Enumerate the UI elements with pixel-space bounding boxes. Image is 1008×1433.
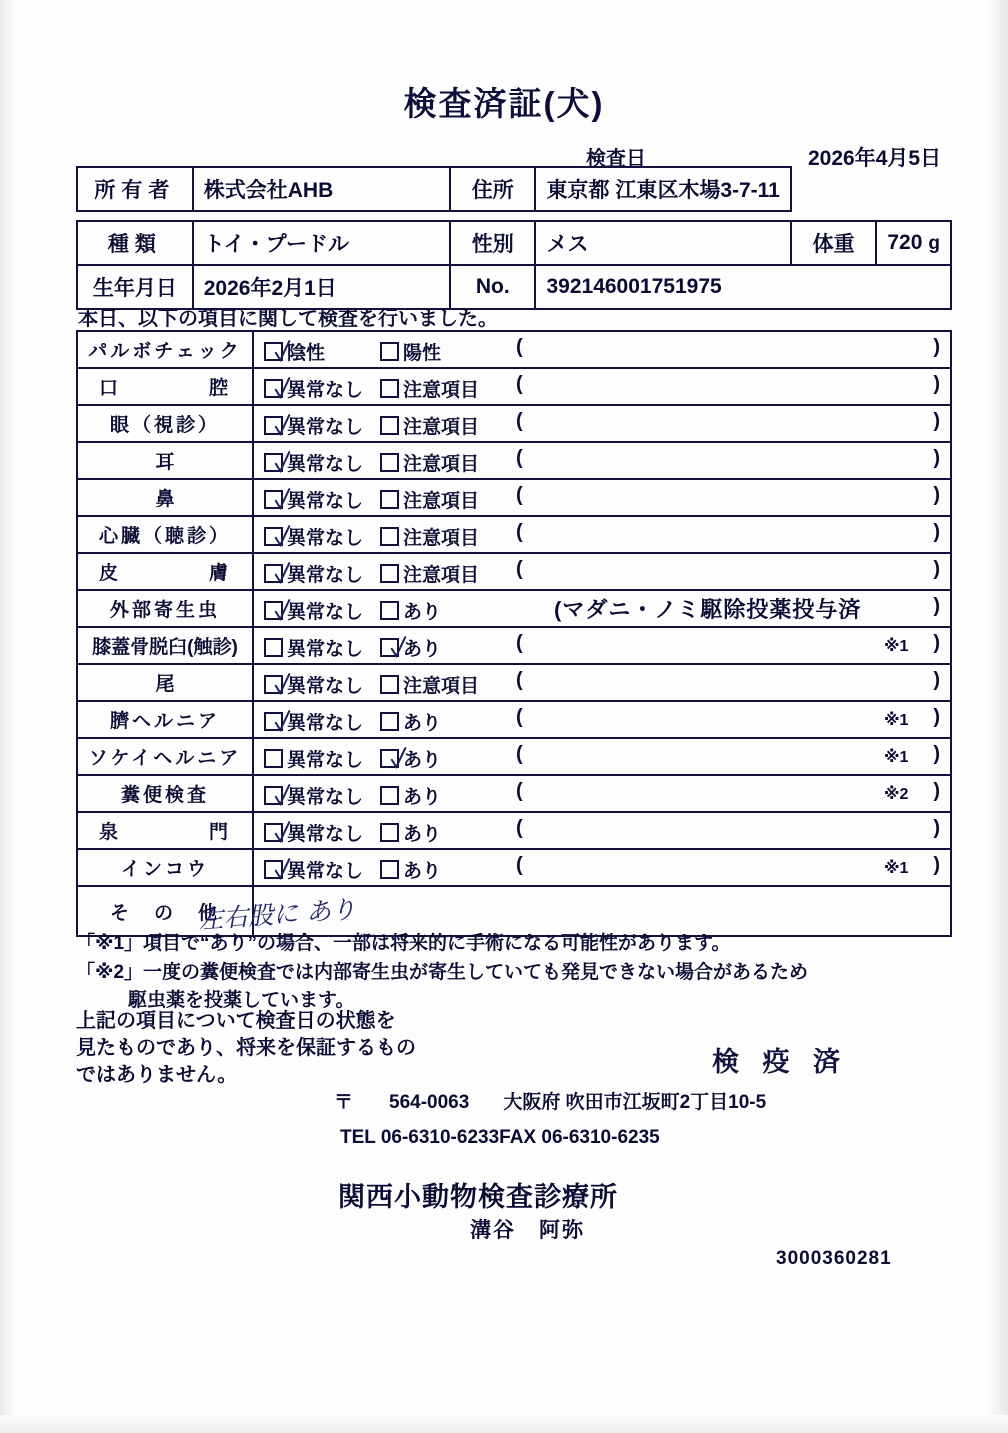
paren-close: ) bbox=[933, 373, 940, 395]
weight-value: 720 bbox=[887, 231, 923, 254]
statement-block bbox=[76, 1008, 416, 1089]
checkbox-box[interactable] bbox=[264, 490, 283, 509]
checkbox-option-b-label: あり bbox=[403, 824, 442, 845]
checkbox-option-a[interactable] bbox=[264, 523, 363, 550]
checkbox-option-a-label: 異常なし bbox=[287, 528, 364, 549]
checklist-row bbox=[77, 775, 951, 812]
paren-close: ) bbox=[933, 780, 940, 802]
checkbox-box[interactable] bbox=[380, 749, 399, 768]
scan-edge-right bbox=[986, 0, 1008, 1433]
checkbox-option-a[interactable] bbox=[264, 819, 363, 846]
paren-open: ( bbox=[516, 447, 523, 469]
no-label: No. bbox=[450, 265, 535, 309]
checkbox-option-b[interactable] bbox=[380, 782, 441, 809]
paren-open: ( bbox=[516, 484, 523, 506]
checkbox-option-b[interactable] bbox=[380, 375, 479, 402]
paren-open: ( bbox=[516, 373, 523, 395]
checkbox-option-a-label: 異常なし bbox=[287, 750, 364, 771]
address-label: 住所 bbox=[450, 167, 535, 211]
checklist-item-label: 鼻 bbox=[77, 479, 253, 516]
checklist-item-label: パルボチェック bbox=[77, 331, 253, 368]
checkbox-box[interactable] bbox=[380, 416, 399, 435]
checklist-row bbox=[77, 664, 951, 701]
checklist-item-label: 尾 bbox=[77, 664, 253, 701]
paren-close: ) bbox=[933, 558, 940, 580]
clinic-name: 関西小動物検査診療所 bbox=[338, 1182, 618, 1212]
checklist-item-options bbox=[253, 849, 951, 886]
checklist-table bbox=[76, 330, 952, 937]
checkbox-box[interactable] bbox=[264, 675, 283, 694]
checklist-row bbox=[77, 812, 951, 849]
checklist-item-label: インコウ bbox=[77, 849, 253, 886]
checkbox-option-b-label: 注意項目 bbox=[403, 528, 480, 549]
checkbox-box[interactable] bbox=[264, 379, 283, 398]
checkbox-option-b[interactable] bbox=[380, 523, 479, 550]
checkbox-box[interactable] bbox=[264, 712, 283, 731]
checkbox-box[interactable] bbox=[380, 823, 399, 842]
checkbox-option-a[interactable] bbox=[264, 745, 363, 772]
clinic-address-text: 大阪府 吹田市江坂町2丁目10-5 bbox=[503, 1092, 767, 1113]
footnote-marker: ※1 bbox=[884, 638, 909, 655]
checkbox-option-b-label: 注意項目 bbox=[403, 491, 480, 512]
sex-label: 性別 bbox=[450, 221, 535, 265]
checkbox-option-b-label: あり bbox=[403, 787, 442, 808]
paren-close: ) bbox=[933, 595, 940, 617]
checkbox-option-b-label: あり bbox=[403, 639, 442, 660]
checklist-item-options bbox=[253, 405, 951, 442]
checkbox-option-b-label: あり bbox=[403, 602, 442, 623]
checklist-item-label: 皮 膚 bbox=[77, 553, 253, 590]
checkbox-option-a[interactable] bbox=[264, 671, 363, 698]
checklist-row bbox=[77, 590, 951, 627]
checklist-item-options bbox=[253, 590, 951, 627]
checkbox-option-a[interactable] bbox=[264, 338, 325, 365]
checkbox-box[interactable] bbox=[380, 601, 399, 620]
checklist-row bbox=[77, 405, 951, 442]
paren-close: ) bbox=[933, 521, 940, 543]
paren-open: ( bbox=[516, 336, 523, 358]
scan-edge-left bbox=[0, 0, 14, 1433]
paren-open: ( bbox=[516, 410, 523, 432]
other-handwriting: 左右股に あり bbox=[197, 894, 357, 935]
footnote-3: 駆虫薬を投薬しています。 bbox=[128, 990, 355, 1011]
checklist-item-options bbox=[253, 664, 951, 701]
statement-line-2: 見たものであり、将来を保証するもの bbox=[76, 1037, 416, 1059]
checkbox-box[interactable] bbox=[264, 638, 283, 657]
sex-value: メス bbox=[535, 221, 790, 265]
no-value: 392146001751975 bbox=[535, 265, 951, 309]
checkbox-box[interactable] bbox=[380, 379, 399, 398]
checkbox-option-a-label: 異常なし bbox=[287, 824, 364, 845]
checkbox-box[interactable] bbox=[380, 453, 399, 472]
checkbox-option-a-label: 異常なし bbox=[287, 491, 364, 512]
paren-open: ( bbox=[516, 817, 523, 839]
checkbox-option-b-label: あり bbox=[403, 713, 442, 734]
paren-open: ( bbox=[516, 632, 523, 654]
checkbox-option-a[interactable] bbox=[264, 449, 363, 476]
page-title: 検査済証(犬) bbox=[403, 85, 605, 122]
birth-value: 2026年2月1日 bbox=[193, 265, 450, 309]
birth-label: 生年月日 bbox=[77, 265, 193, 309]
quarantine-stamp: 検 疫 済 bbox=[712, 1047, 849, 1077]
checkbox-option-b[interactable] bbox=[380, 634, 441, 661]
paren-close: ) bbox=[933, 706, 940, 728]
exam-date-label: 検査日 bbox=[586, 148, 646, 170]
checkbox-option-a[interactable] bbox=[264, 375, 363, 402]
paren-open: ( bbox=[516, 706, 523, 728]
intro-note: 本日、以下の項目に関して検査を行いました。 bbox=[78, 308, 498, 330]
paren-close: ) bbox=[933, 484, 940, 506]
checkbox-option-b[interactable] bbox=[380, 819, 441, 846]
clinic-contact bbox=[340, 1127, 660, 1149]
other-label: そ の 他 bbox=[77, 886, 253, 936]
checkbox-option-b[interactable] bbox=[380, 560, 479, 587]
checklist-item-label: 臍ヘルニア bbox=[77, 701, 253, 738]
statement-line-1: 上記の項目について検査日の状態を bbox=[76, 1010, 396, 1032]
serial-number: 3000360281 bbox=[776, 1248, 892, 1269]
checklist-item-options bbox=[253, 516, 951, 553]
checkbox-box[interactable] bbox=[380, 638, 399, 657]
checklist-item-options bbox=[253, 812, 951, 849]
owner-value: 株式会社AHB bbox=[193, 167, 450, 211]
paren-open: ( bbox=[516, 743, 523, 765]
checkbox-option-a-label: 異常なし bbox=[287, 639, 364, 660]
checklist-row bbox=[77, 368, 951, 405]
checkbox-box[interactable] bbox=[264, 601, 283, 620]
checkbox-option-b[interactable] bbox=[380, 338, 441, 365]
checkbox-box[interactable] bbox=[264, 823, 283, 842]
checkbox-option-a-label: 異常なし bbox=[287, 454, 364, 475]
paren-open: ( bbox=[516, 558, 523, 580]
checkbox-option-a-label: 異常なし bbox=[287, 676, 364, 697]
checklist-item-options bbox=[253, 627, 951, 664]
checkbox-option-b-label: あり bbox=[403, 861, 442, 882]
checkbox-option-a[interactable] bbox=[264, 560, 363, 587]
checkbox-option-b-label: 陽性 bbox=[403, 343, 442, 364]
checkbox-box[interactable] bbox=[264, 860, 283, 879]
checkbox-option-b[interactable] bbox=[380, 745, 441, 772]
checklist-item-comment: (マダニ・ノミ駆除投薬投与済 bbox=[554, 597, 862, 622]
weight-label: 体重 bbox=[791, 221, 876, 265]
checkbox-option-b-label: 注意項目 bbox=[403, 454, 480, 475]
checkbox-option-a[interactable] bbox=[264, 708, 363, 735]
checklist-row bbox=[77, 627, 951, 664]
checkbox-option-b[interactable] bbox=[380, 412, 479, 439]
checklist-row bbox=[77, 442, 951, 479]
owner-info-table bbox=[76, 166, 952, 310]
paren-close: ) bbox=[933, 743, 940, 765]
checkbox-option-a-label: 陰性 bbox=[287, 343, 326, 364]
footnote-2: 「※2」一度の糞便検査では内部寄生虫が寄生していても発見できない場合があるため bbox=[76, 962, 809, 983]
checkbox-box[interactable] bbox=[380, 342, 399, 361]
paren-open: ( bbox=[516, 854, 523, 876]
checkbox-option-a-label: 異常なし bbox=[287, 380, 364, 401]
breed-label: 種類 bbox=[77, 221, 193, 265]
checkbox-option-a-label: 異常なし bbox=[287, 861, 364, 882]
checkbox-option-b[interactable] bbox=[380, 597, 441, 624]
checkbox-box[interactable] bbox=[380, 712, 399, 731]
paren-close: ) bbox=[933, 817, 940, 839]
checklist-item-options bbox=[253, 442, 951, 479]
checkbox-box[interactable] bbox=[264, 527, 283, 546]
checkbox-box[interactable] bbox=[380, 786, 399, 805]
paren-close: ) bbox=[933, 632, 940, 654]
checkbox-option-b-label: 注意項目 bbox=[403, 676, 480, 697]
checklist-item-label: 耳 bbox=[77, 442, 253, 479]
checkbox-option-b[interactable] bbox=[380, 671, 479, 698]
weight-value-cell bbox=[876, 221, 951, 265]
checkbox-box[interactable] bbox=[264, 786, 283, 805]
checkbox-option-b-label: 注意項目 bbox=[403, 380, 480, 401]
owner-row bbox=[77, 167, 951, 211]
checkbox-option-a[interactable] bbox=[264, 597, 363, 624]
checkbox-option-b-label: 注意項目 bbox=[403, 417, 480, 438]
checklist-row bbox=[77, 479, 951, 516]
paren-open: ( bbox=[516, 669, 523, 691]
clinic-address bbox=[334, 1087, 766, 1114]
footnote-marker: ※1 bbox=[884, 712, 909, 729]
checklist-item-options bbox=[253, 738, 951, 775]
owner-label: 所有者 bbox=[77, 167, 193, 211]
checklist-item-label: 膝蓋骨脱臼(触診) bbox=[77, 627, 253, 664]
checkbox-box[interactable] bbox=[264, 342, 283, 361]
paren-close: ) bbox=[933, 854, 940, 876]
checkbox-option-a[interactable] bbox=[264, 782, 363, 809]
footnote-1: 「※1」項目で“あり”の場合、一部は将来的に手術になる可能性があります。 bbox=[76, 933, 731, 954]
checkbox-option-b-label: あり bbox=[403, 750, 442, 771]
checklist-item-options bbox=[253, 553, 951, 590]
paren-close: ) bbox=[933, 669, 940, 691]
paren-open: ( bbox=[516, 780, 523, 802]
checkbox-option-b[interactable] bbox=[380, 486, 479, 513]
checkbox-option-b[interactable] bbox=[380, 708, 441, 735]
checkbox-option-a-label: 異常なし bbox=[287, 787, 364, 808]
checklist-row bbox=[77, 553, 951, 590]
weight-unit: g bbox=[928, 233, 940, 254]
checkbox-box[interactable] bbox=[380, 527, 399, 546]
checklist-item-options bbox=[253, 775, 951, 812]
checkbox-box[interactable] bbox=[380, 675, 399, 694]
checklist-item-label: 糞便検査 bbox=[77, 775, 253, 812]
checkbox-option-a[interactable] bbox=[264, 856, 363, 883]
scan-edge-bottom bbox=[0, 1415, 1008, 1433]
breed-value: トイ・プードル bbox=[193, 221, 450, 265]
checklist-item-options bbox=[253, 331, 951, 368]
checkbox-option-a-label: 異常なし bbox=[287, 565, 364, 586]
checkbox-box[interactable] bbox=[264, 453, 283, 472]
checkbox-option-a-label: 異常なし bbox=[287, 713, 364, 734]
checklist-row bbox=[77, 849, 951, 886]
checklist-item-label: 口 腔 bbox=[77, 368, 253, 405]
statement-line-3: ではありません。 bbox=[76, 1064, 238, 1086]
doctor-name: 溝谷 阿弥 bbox=[470, 1219, 585, 1242]
checklist-row bbox=[77, 516, 951, 553]
exam-date-value: 2026年4月5日 bbox=[808, 147, 942, 170]
footnote-marker: ※1 bbox=[884, 860, 909, 877]
clinic-fax: FAX 06-6310-6235 bbox=[499, 1127, 660, 1148]
checkbox-option-b[interactable] bbox=[380, 856, 441, 883]
checkbox-box[interactable] bbox=[380, 564, 399, 583]
checklist-item-label: 泉 門 bbox=[77, 812, 253, 849]
checkbox-option-b[interactable] bbox=[380, 449, 479, 476]
checklist-row bbox=[77, 331, 951, 368]
breed-row bbox=[77, 221, 951, 265]
footnote-marker: ※1 bbox=[884, 749, 909, 766]
address-value: 東京都 江東区木場3-7-11 bbox=[535, 167, 790, 211]
checkbox-box[interactable] bbox=[380, 860, 399, 879]
checklist-item-label: 外部寄生虫 bbox=[77, 590, 253, 627]
footnote-marker: ※2 bbox=[884, 786, 909, 803]
checklist-item-options bbox=[253, 368, 951, 405]
checkbox-option-a[interactable] bbox=[264, 486, 363, 513]
table-spacer bbox=[77, 211, 951, 221]
paren-close: ) bbox=[933, 336, 940, 358]
clinic-tel: TEL 06-6310-6233 bbox=[340, 1127, 500, 1148]
checklist-item-options bbox=[253, 479, 951, 516]
checklist-row bbox=[77, 738, 951, 775]
paren-close: ) bbox=[933, 410, 940, 432]
checkbox-option-b-label: 注意項目 bbox=[403, 565, 480, 586]
checkbox-box[interactable] bbox=[264, 749, 283, 768]
checkbox-box[interactable] bbox=[380, 490, 399, 509]
checkbox-option-a-label: 異常なし bbox=[287, 602, 364, 623]
checkbox-box[interactable] bbox=[264, 416, 283, 435]
checklist-item-label: 眼（視診） bbox=[77, 405, 253, 442]
paren-close: ) bbox=[933, 447, 940, 469]
checkbox-option-a-label: 異常なし bbox=[287, 417, 364, 438]
checkbox-box[interactable] bbox=[264, 564, 283, 583]
paren-open: ( bbox=[516, 521, 523, 543]
checkbox-option-a[interactable] bbox=[264, 412, 363, 439]
checklist-item-options bbox=[253, 701, 951, 738]
checklist-item-label: 心臓（聴診） bbox=[77, 516, 253, 553]
checklist-row bbox=[77, 701, 951, 738]
zip-symbol: 〒 bbox=[334, 1092, 354, 1113]
checkbox-option-a[interactable] bbox=[264, 634, 363, 661]
clinic-zip: 564-0063 bbox=[389, 1092, 470, 1113]
checklist-item-label: ソケイヘルニア bbox=[77, 738, 253, 775]
